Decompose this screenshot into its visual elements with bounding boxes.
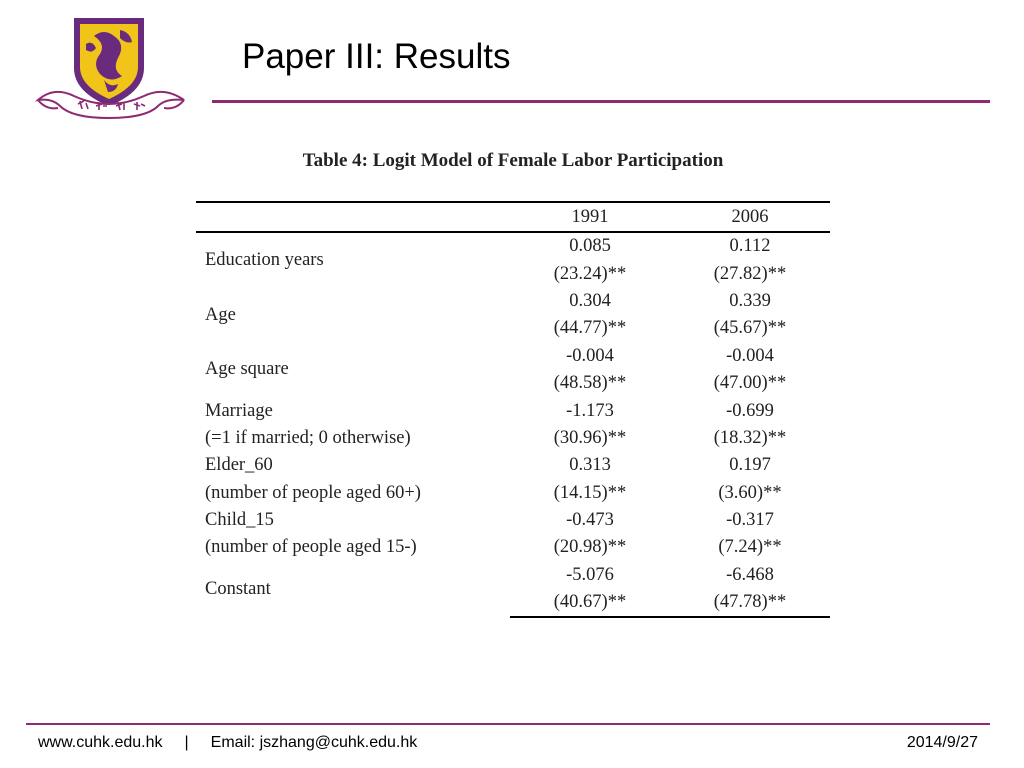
variable-label: Age square [205,359,289,380]
table-row [196,425,830,452]
results-table [196,201,830,618]
variable-description: (=1 if married; 0 otherwise) [205,427,411,448]
test-statistic-cell: (18.32)** [713,427,787,448]
variable-label: Child_15 [205,510,274,531]
test-statistic-cell: (45.67)** [713,318,787,339]
table-row [196,480,830,507]
test-statistic-cell: (23.24)** [553,263,627,284]
table-row [196,232,830,260]
footer-left [38,733,417,753]
table-row [196,397,830,424]
table-row [196,507,830,534]
footer-email[interactable]: Email: jszhang@cuhk.edu.hk [210,734,418,751]
variable-description: (number of people aged 60+) [205,482,421,503]
coefficient-cell: 0.197 [729,455,771,476]
variable-label: Age [205,304,236,325]
title-divider [212,100,990,103]
test-statistic-cell: (7.24)** [718,537,782,558]
test-statistic-cell: (27.82)** [713,263,787,284]
variable-label: Education years [205,249,324,270]
variable-label: Elder_60 [205,455,273,476]
footer-website-link[interactable]: www.cuhk.edu.hk [38,734,163,751]
test-statistic-cell: (44.77)** [553,318,627,339]
coefficient-cell: -0.317 [726,510,774,531]
table-row [196,288,830,315]
coefficient-cell: -6.468 [726,564,774,585]
test-statistic-cell: (30.96)** [553,427,627,448]
table-row [196,534,830,561]
coefficient-cell: -0.699 [726,400,774,421]
coefficient-cell: -1.173 [566,400,614,421]
test-statistic-cell: (47.78)** [670,589,830,617]
coefficient-cell: -0.004 [566,345,614,366]
coefficient-cell: -0.473 [566,510,614,531]
footer-separator: | [184,734,189,751]
coefficient-cell: -5.076 [566,564,614,585]
coefficient-cell: 0.339 [729,290,771,311]
table-header-row [196,202,830,232]
footer-date: 2014/9/27 [906,734,978,751]
coefficient-cell: 0.304 [569,290,611,311]
variable-description: (number of people aged 15-) [205,537,417,558]
coefficient-cell: 0.313 [569,455,611,476]
coefficient-cell: 0.112 [729,236,771,257]
column-header-variable [196,202,510,232]
table-row [196,452,830,479]
test-statistic-cell: (3.60)** [718,482,782,503]
column-header-2006: 2006 [670,202,830,232]
table-row [196,562,830,589]
test-statistic-cell: (20.98)** [553,537,627,558]
test-statistic-cell: (14.15)** [553,482,627,503]
column-header-1991: 1991 [510,202,670,232]
slide-title: Paper III: Results [242,37,511,76]
footer-divider [26,723,990,725]
test-statistic-cell: (40.67)** [510,589,670,617]
variable-label: Constant [205,579,271,600]
test-statistic-cell: (48.58)** [553,373,627,394]
test-statistic-cell: (47.00)** [713,373,787,394]
variable-label: Marriage [205,400,273,421]
table-row [196,343,830,370]
table-caption: Table 4: Logit Model of Female Labor Participation [302,150,724,171]
coefficient-cell: 0.085 [569,236,611,257]
coefficient-cell: -0.004 [726,345,774,366]
table-body [196,232,830,617]
cuhk-crest-logo [34,14,188,120]
